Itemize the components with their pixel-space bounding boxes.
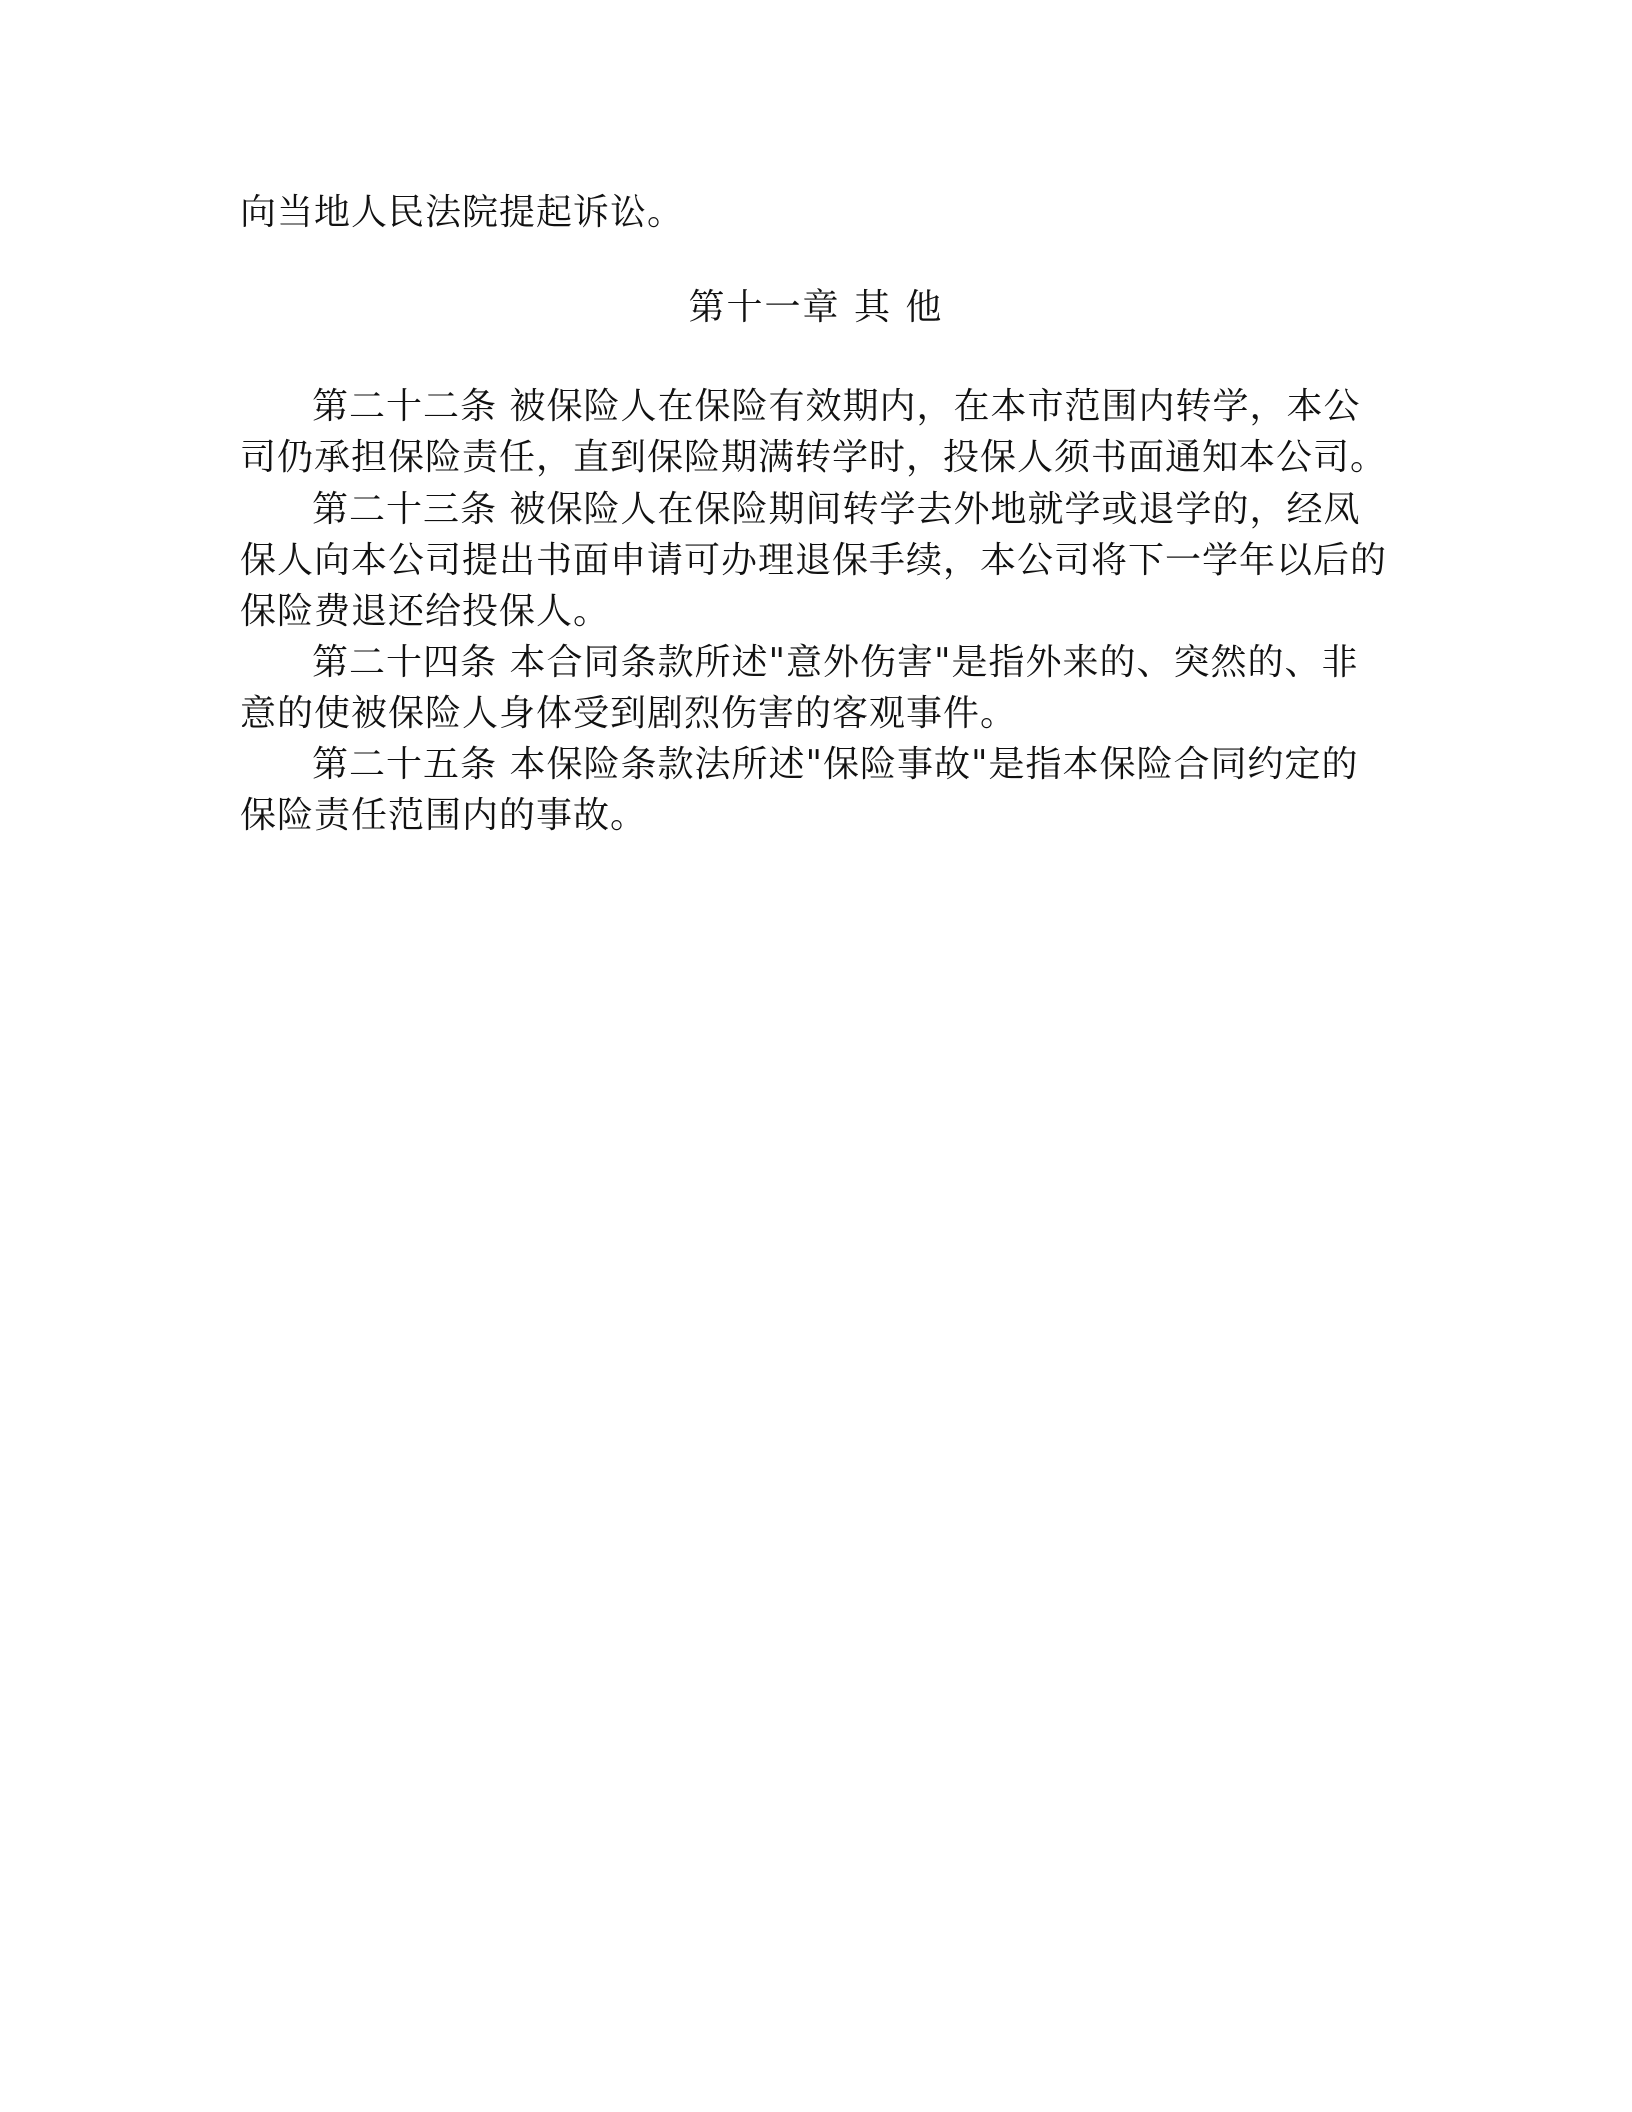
continuation-line: 向当地人民法院提起诉讼。 (240, 192, 685, 233)
article-23-line-3: 保险费退还给投保人。 (240, 591, 611, 632)
article-23-line-2: 保人向本公司提出书面申请可办理退保手续，本公司将下一学年以后的 (240, 540, 1388, 581)
article-25-line-1: 第二十五条 本保险条款法所述"保险事故"是指本保险合同约定的 (312, 744, 1359, 785)
article-24-line-2: 意的使被保险人身体受到剧烈伤害的客观事件。 (240, 693, 1018, 734)
article-22-line-1: 第二十二条 被保险人在保险有效期内，在本市范围内转学，本公 (312, 386, 1361, 427)
article-23-line-1: 第二十三条 被保险人在保险期间转学去外地就学或退学的，经凤 (312, 489, 1361, 530)
chapter-heading: 第十一章 其 他 (688, 287, 944, 328)
article-24-line-1: 第二十四条 本合同条款所述"意外伤害"是指外来的、突然的、非 (312, 642, 1359, 683)
article-22-line-2: 司仍承担保险责任，直到保险期满转学时，投保人须书面通知本公司。 (240, 437, 1388, 478)
article-25-line-2: 保险责任范围内的事故。 (240, 795, 648, 836)
